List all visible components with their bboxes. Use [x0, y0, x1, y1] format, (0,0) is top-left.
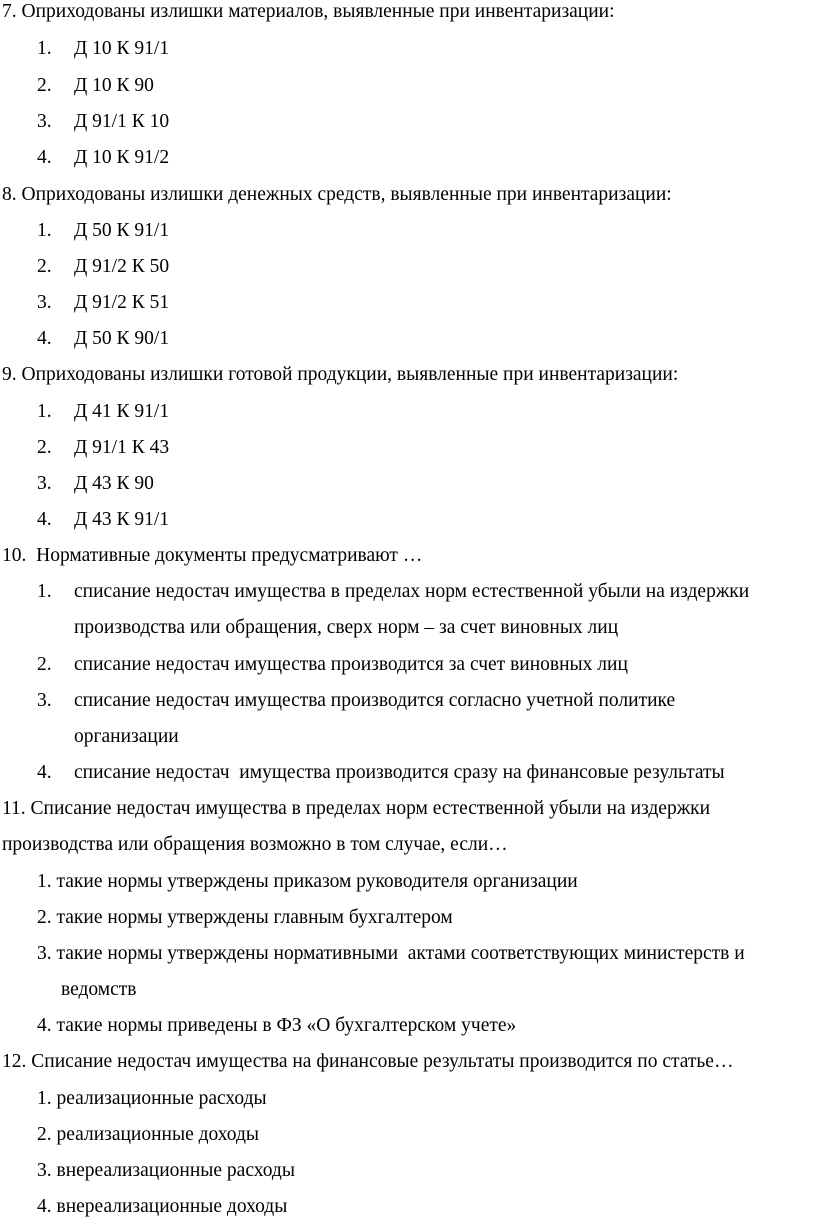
question-11-title-line1: 11. Списание недостач имущества в пределах норм естественной убыли на издержки	[2, 798, 711, 819]
q8-option-3-text: Д 91/2 К 51	[74, 292, 170, 313]
question-9-title: 9. Оприходованы излишки готовой продукции, выявленные при инвентаризации:	[2, 364, 679, 385]
question-12-title: 12. Списание недостач имущества на финансовые результаты производится по статье…	[2, 1051, 734, 1072]
q7-option-3-text: Д 91/1 К 10	[74, 111, 170, 132]
q9-option-1-number: 1.	[37, 401, 52, 422]
q7-option-2-text: Д 10 К 90	[74, 75, 154, 96]
q10-option-3-text-line1: списание недостач имущества производится согласно учетной политике	[74, 690, 676, 711]
q9-option-3-text: Д 43 К 90	[74, 473, 154, 494]
q8-option-3-number: 3.	[37, 292, 52, 313]
q7-option-1-number: 1.	[37, 38, 52, 59]
question-8-title: 8. Оприходованы излишки денежных средств, выявленные при инвентаризации:	[2, 184, 672, 205]
q8-option-4-number: 4.	[37, 328, 52, 349]
q8-option-1-text: Д 50 К 91/1	[74, 220, 170, 241]
question-7-title: 7. Оприходованы излишки материалов, выявленные при инвентаризации:	[2, 1, 615, 22]
q10-option-1-number: 1.	[37, 581, 52, 602]
q10-option-1-text-line2: производства или обращения, сверх норм – за счет виновных лиц	[74, 617, 619, 638]
q10-option-4-number: 4.	[37, 762, 52, 783]
q7-option-3-number: 3.	[37, 111, 52, 132]
q10-option-4-text: списание недостач имущества производится сразу на финансовые результаты	[74, 762, 725, 783]
q10-option-1-text-line1: списание недостач имущества в пределах норм естественной убыли на издержки	[74, 581, 750, 602]
q11-option-1: 1. такие нормы утверждены приказом руководителя организации	[37, 871, 578, 892]
q8-option-4-text: Д 50 К 90/1	[74, 328, 170, 349]
q10-option-3-text-line2: организации	[74, 726, 179, 747]
q8-option-2-text: Д 91/2 К 50	[74, 256, 170, 277]
q11-option-3-line1: 3. такие нормы утверждены нормативными актами соответствующих министерств и	[37, 943, 745, 964]
q10-option-3-number: 3.	[37, 690, 52, 711]
q12-option-4: 4. внереализационные доходы	[37, 1196, 288, 1217]
q10-option-2-number: 2.	[37, 654, 52, 675]
q7-option-1-text: Д 10 К 91/1	[74, 38, 170, 59]
q11-option-3-line2: ведомств	[61, 979, 137, 1000]
q7-option-4-text: Д 10 К 91/2	[74, 147, 170, 168]
q9-option-1-text: Д 41 К 91/1	[74, 401, 170, 422]
q7-option-4-number: 4.	[37, 147, 52, 168]
q7-option-2-number: 2.	[37, 75, 52, 96]
q8-option-1-number: 1.	[37, 220, 52, 241]
q9-option-4-text: Д 43 К 91/1	[74, 509, 170, 530]
q11-option-2: 2. такие нормы утверждены главным бухгалтером	[37, 907, 453, 928]
q12-option-3: 3. внереализационные расходы	[37, 1160, 295, 1181]
question-11-title-line2: производства или обращения возможно в том случае, если…	[2, 834, 508, 855]
q12-option-2: 2. реализационные доходы	[37, 1124, 260, 1145]
q10-option-2-text: списание недостач имущества производится за счет виновных лиц	[74, 654, 628, 675]
q11-option-4: 4. такие нормы приведены в ФЗ «О бухгалтерском учете»	[37, 1015, 517, 1036]
q9-option-4-number: 4.	[37, 509, 52, 530]
q9-option-3-number: 3.	[37, 473, 52, 494]
question-10-title: 10. Нормативные документы предусматривают …	[2, 545, 423, 566]
q8-option-2-number: 2.	[37, 256, 52, 277]
q9-option-2-text: Д 91/1 К 43	[74, 437, 170, 458]
q9-option-2-number: 2.	[37, 437, 52, 458]
q12-option-1: 1. реализационные расходы	[37, 1088, 267, 1109]
